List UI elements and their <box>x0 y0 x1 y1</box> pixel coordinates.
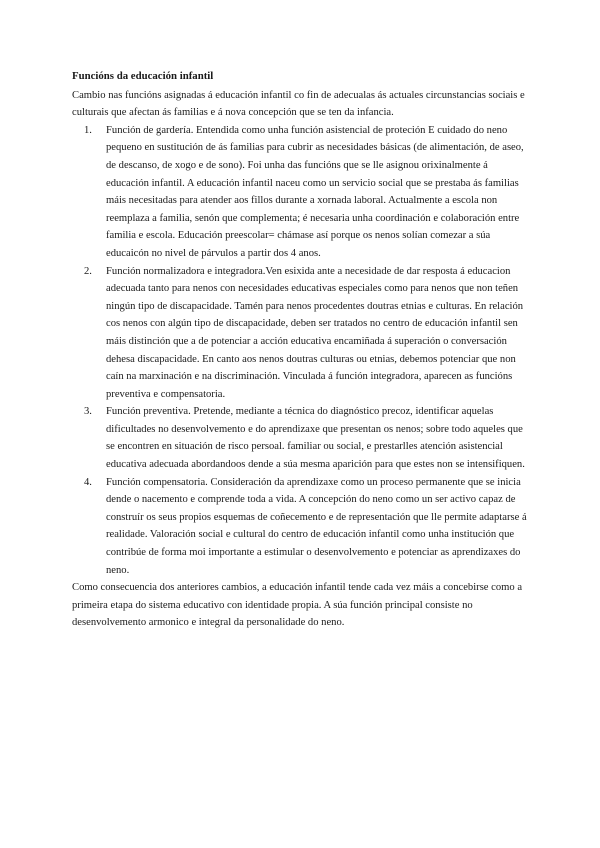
list-item-preventiva <box>84 403 530 473</box>
list-item-text: Función preventiva. Pretende, mediante a técnica do diagnóstico precoz, identificar aquelas dificultades no desenvolvemento e do aprendizaxe que presentan os nenos; sobre todo aqueles que se encontren en situación de risco persoal. familiar ou social, e prestarlles atención asistencial educativa adecuada abordandoos dende a súa mesma aparición para que estes non se intensifiquen. <box>106 406 525 471</box>
list-item-text: Función compensatoria. Consideración da aprendizaxe como un proceso permanente que se inicia dende o nacemento e comprende toda a vida. A concepción do neno como un ser activo capaz de construír os seus propios esquemas de coñecemento e de representación que lle permite adaptarse á realidade. Valoración social e cultural do centro de educación infantil como unha institución que contribúe de forma moi importante a estimular o desenvolvemento e potenciar as aprendizaxes do neno. <box>106 476 527 576</box>
list-item-garderia <box>84 122 530 263</box>
list-item-number: 2. <box>84 265 92 277</box>
intro-paragraph: Cambio nas funcións asignadas á educación infantil co fin de adecualas ás actuales circunstancias sociais e culturais que afectan ás familias e á nova concepción que se ten da infancia. <box>72 89 525 119</box>
document-page <box>72 68 530 632</box>
list-item-compensatoria <box>84 474 530 580</box>
functions-list <box>72 122 530 579</box>
list-item-number: 3. <box>84 406 92 418</box>
conclusion-paragraph: Como consecuencia dos anteriores cambios, a educación infantil tende cada vez máis a concebirse como a primeira etapa do sistema educativo con identidade propia. A súa función principal consiste no desenvolvemento armonico e integral da personalidade do neno. <box>72 582 523 629</box>
list-item-text: Función normalizadora e integradora.Ven esixida ante a necesidade de dar resposta á educacion adecuada tanto para nenos con necesidades educativas especiales como para nenos que non teñen ningún tipo de discapacidade. Tamén para nenos procedentes doutras etnias e culturas. En relación cos nenos con algún tipo de discapacidade, deben ser tratados no centro de educación infantil sen máis distinción que a de potenciar a acción educativa encamiñada á superación o conversación dehesa discapacidade. En canto aos nenos doutras culturas ou etnias, debemos potenciar que non caín na marxinación e na discriminación. Vinculada á función integradora, aparecen as funcións preventiva e compensatoria. <box>106 265 524 400</box>
list-item-text: Función de gardería. Entendida como unha función asistencial de proteción E cuidado do neno pequeno en sustitución de ás familias para cubrir as necesidades básicas (de alimentación, de aseo, de descanso, de xogo e de sono). Foi unha das funcións que se lle asignou orixinalmente á educación infantil. A educación infantil naceu como un servicio social que se prestaba ás familias máis necesitadas para atender aos fillos durante a xornada laboral. Actualmente a escola non reemplaza a familia, senón que complementa; é necesaria unha coordinación e colaboración entre familia e escola. Educación preescolar= chámase así porque os nenos solían comezar a súa educaicón no nivel de párvulos a partir dos 4 anos. <box>106 124 524 259</box>
list-item-number: 1. <box>84 124 92 136</box>
document-title: Funcións da educación infantil <box>72 70 214 82</box>
list-item-number: 4. <box>84 476 92 488</box>
list-item-normalizadora <box>84 263 530 404</box>
